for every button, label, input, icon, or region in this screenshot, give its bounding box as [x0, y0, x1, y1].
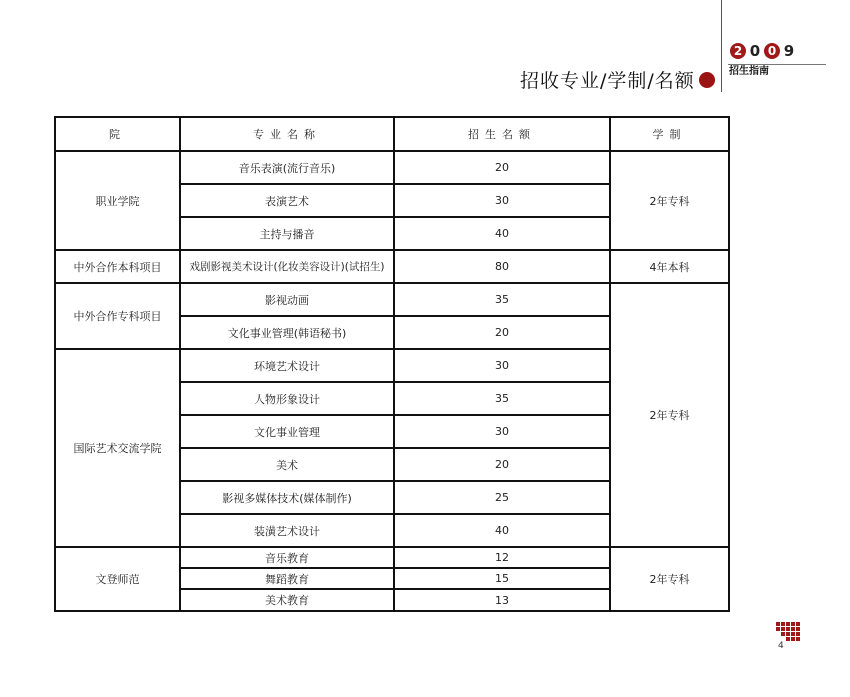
major-cell: 戏剧影视美术设计(化妆美容设计)(试招生): [181, 251, 395, 284]
college-cell: 中外合作本科项目: [56, 251, 181, 284]
quota-cell: 35: [395, 383, 609, 416]
college-cell: 中外合作专科项目: [56, 284, 181, 350]
duration-cell: 2年专科: [609, 548, 728, 610]
quota-cell: 30: [395, 416, 609, 449]
major-cell: 影视动画: [181, 284, 395, 317]
year-mark: [730, 43, 796, 59]
quota-cell: 40: [395, 515, 609, 548]
duration-cell: 2年专科: [609, 152, 728, 251]
header-college: 院: [56, 118, 181, 152]
major-cell: 表演艺术: [181, 185, 395, 218]
page-dots-icon: [776, 622, 800, 641]
quota-cell: 13: [495, 593, 509, 607]
quota-cell: 35: [395, 284, 609, 317]
guide-subtitle: 招生指南: [729, 66, 769, 77]
major-cell: 音乐教育: [181, 548, 395, 569]
college-cell: 职业学院: [56, 152, 181, 251]
page-number: 4: [778, 641, 784, 651]
header-duration: 学制: [611, 118, 728, 152]
major-cell: 美术: [181, 449, 395, 482]
enrollment-table: [54, 116, 730, 612]
major-cell: 环境艺术设计: [181, 350, 395, 383]
college-cell: 国际艺术交流学院: [56, 350, 181, 548]
major-cell: 音乐表演(流行音乐): [181, 152, 395, 185]
major-cell: 人物形象设计: [181, 383, 395, 416]
major-cell: 装潢艺术设计: [181, 515, 395, 548]
quota-cell: 20: [395, 317, 609, 350]
page-title: 招收专业/学制/名额: [520, 70, 695, 92]
quota-cell: 30: [395, 185, 609, 218]
quota-cell: 12: [395, 548, 609, 569]
red-dot-icon: [699, 72, 715, 88]
major-cell: 舞蹈教育: [181, 569, 395, 590]
major-cell: 美术教育: [181, 590, 395, 610]
header-quota: 招生名额: [395, 118, 611, 152]
major-cell: 文化事业管理: [181, 416, 395, 449]
major-cell: 文化事业管理(韩语秘书): [181, 317, 395, 350]
quota-cell: 40: [395, 218, 609, 251]
major-cell: 影视多媒体技术(媒体制作): [181, 482, 395, 515]
quota-cell: 15: [395, 569, 609, 590]
year-digit: 0: [764, 43, 780, 59]
college-cell: 文登师范: [56, 548, 181, 610]
quota-cell: 80: [395, 251, 609, 284]
quota-cell: 20: [395, 152, 609, 185]
year-digit: 2: [730, 43, 746, 59]
major-cell: 主持与播音: [181, 218, 395, 251]
quota-cell: 20: [395, 449, 609, 482]
duration-cell: 4年本科: [609, 251, 728, 284]
year-digit: 0: [749, 42, 761, 60]
header-major: 专业名称: [181, 118, 395, 152]
header-vertical-rule: [721, 0, 722, 92]
duration-cell: 2年专科: [609, 284, 728, 548]
quota-cell: 25: [395, 482, 609, 515]
year-digit: 9: [783, 42, 795, 60]
quota-cell: 30: [395, 350, 609, 383]
